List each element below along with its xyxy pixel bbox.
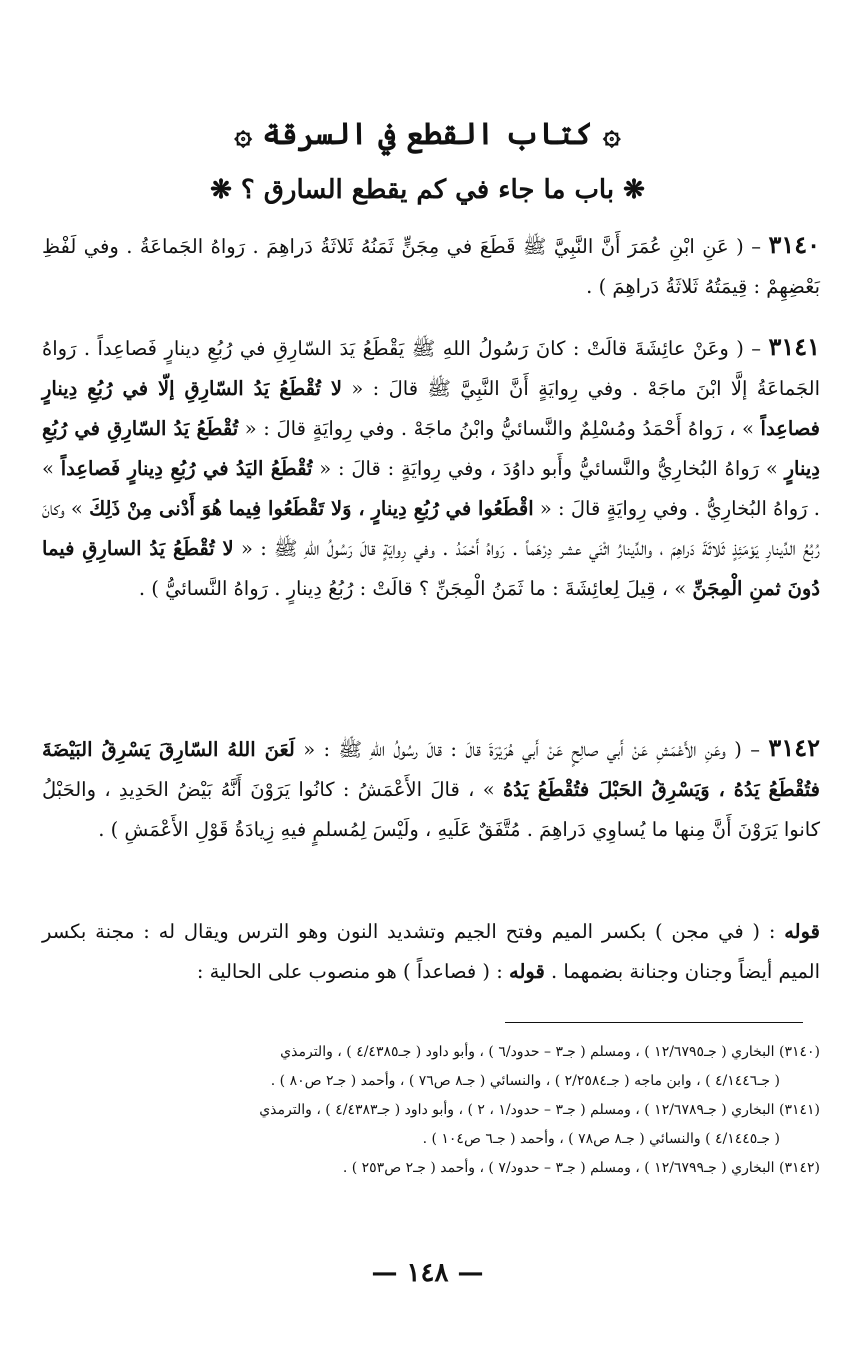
- hadith-number: ٣١٤٠: [768, 230, 820, 259]
- footnote-line: (٣١٤٠) البخاري ( جـ١٢/٦٧٩٥ ) ، ومسلم ( جـ٣ – حدود/٦ ) ، وأبو داود ( جـ٤/٤٣٨٥ ) ، والترمذي: [280, 1044, 820, 1060]
- prophetic-saying: لَعَنَ اللهُ السّارِقَ يَسْرِقُ البَيْضَةَ فتُقْطَعُ يَدُهُ ، وَيَسْرِقُ الحَبْلَ فتُقْطَعُ يَدُهُ: [42, 738, 821, 801]
- prophetic-saying: لا تُقْطَعُ يَدُ السّارِقِ إلّا في رُبُعِ دِينارٍ فصاعِداً: [42, 377, 820, 440]
- hadith-3140: [42, 225, 820, 307]
- prophetic-saying: اقْطَعُوا في رُبُعِ دِينارٍ ، وَلا تَقْطَعُوا فِيما هُوَ أَدْنى مِنْ ذَلِكَ: [89, 497, 534, 520]
- prophetic-saying: تُقْطَعُ يَدُ السّارِقِ في رُبُعِ دِينارٍ: [42, 417, 820, 480]
- prophetic-saying: لا تُقْطَعُ يَدُ السارِقِ فيما دُونَ ثمنِ الْمِجَنِّ: [42, 537, 820, 600]
- hadith-text: » ، قالَ الأَعْمَشُ : كانُوا يَرَوْنَ أَنَّهُ بَيْضُ الحَدِيدِ ، والحَبْلُ كانوا يَرَوْنَ أَنَّ مِنها ما يُساوِي دَراهِمَ . مُتَّفَقٌ عَلَيهِ ، ولَيْسَ لِمُسلمٍ فيهِ زِيادَةُ قَوْلِ الأَعْمَشِ ) .: [42, 778, 820, 841]
- hadith-3142: [42, 728, 820, 850]
- commentary-text: : ( فصاعداً ) هو منصوب على الحالية :: [196, 960, 509, 983]
- hadith-text: » رَواهُ البُخارِيُّ والنَّسائيُّ وأَبو داوُدَ ، وفي رِوايَةٍ : قالَ : «: [312, 457, 785, 480]
- footnote-divider: [505, 1022, 803, 1023]
- hadith-text: – ( وعَنْ عائِشَةَ قالَتْ : كانَ رَسُولُ اللهِ ﷺ يَقْطَعُ يَدَ السّارِقِ في رُبُعِ دينارٍ فَصاعِداً . رَواهُ الجَماعَةُ إلَّا ابْنَ ماجَهْ . وفي رِوايَةٍ أَنَّ النَّبِيَّ ﷺ قالَ : «: [42, 337, 820, 400]
- hadith-text: » ، قِيلَ لِعائِشَةَ : ما ثَمَنُ الْمِجَنِّ ؟ قالَتْ : رُبُعُ دِينارٍ . رَواهُ النَّسائيُّ ) .: [138, 577, 693, 600]
- commentary: [42, 912, 820, 992]
- commentary-text: : ( في مجن ) بكسر الميم وفتح الجيم وتشديد النون وهو الترس ويقال له : مجنة بكسر الميم أيضاً وجنان وجنانة بضمهما .: [42, 920, 820, 983]
- hadith-text: – ( عَنِ ابْنِ عُمَرَ أَنَّ النَّبِيَّ ﷺ قَطَعَ في مِجَنٍّ ثَمَنُهُ ثَلاثَةُ دَراهِمَ . رَواهُ الجَماعَةُ . وفي لَفْظِ بَعْضِهِمْ : قِيمَتُهُ ثَلاثَةُ دَراهِمَ ) .: [42, 235, 820, 298]
- hadith-text: – ( وعَنِ الأَعْمَشِ عَنْ أَبي صالِحٍ عَنْ أَبي هُرَيْرَةَ قالَ : قالَ رسُولُ اللهِ ﷺ : «: [294, 738, 769, 761]
- hadith-text: » وكانَ رُبُعُ الدِّينارِ يَوْمَئِذٍ ثَلاثَةَ دَراهِمَ ، والدِّينارُ اثْنَي عشر دِرْهَماً . رَواهُ أَحْمَدُ . وفي رِوايَةٍ قالَ رَسُولُ اللهِ ﷺ : «: [42, 497, 821, 560]
- footnotes: [42, 1038, 820, 1183]
- commentary-label: قوله: [784, 920, 820, 943]
- footnote-line: ( جـ٤/١٤٤٦ ) ، وابن ماجه ( جـ٢/٢٥٨٤ ) ، والنسائي ( جـ٨ ص٧٦ ) ، وأحمد ( جـ٢ ص٨٠ ) .: [270, 1073, 780, 1089]
- footnote-line: (٣١٤١) البخاري ( جـ١٢/٦٧٨٩ ) ، ومسلم ( جـ٣ – حدود/١ ، ٢ ) ، وأبو داود ( جـ٤/٤٣٨٣ ) ، والترمذي: [259, 1102, 820, 1118]
- chapter-title: ۞ كتاب القطع في السرقة ۞: [234, 117, 621, 152]
- page-number: — ١٤٨ —: [371, 1258, 484, 1288]
- hadith-text: » . رَواهُ البُخارِيُّ . وفي رِوايَةٍ قالَ : «: [42, 457, 821, 520]
- hadith-text: » ، رَواهُ أَحْمَدُ ومُسْلِمٌ والنَّسائيُّ وابْنُ ماجَهْ . وفي رِوايَةٍ قالَ : «: [238, 417, 761, 440]
- hadith-number: ٣١٤١: [768, 332, 820, 361]
- footnote-line: (٣١٤٢) البخاري ( جـ١٢/٦٧٩٩ ) ، ومسلم ( جـ٣ – حدود/٧ ) ، وأحمد ( جـ٢ ص٢٥٣ ) .: [342, 1160, 820, 1176]
- commentary-label: قوله: [509, 960, 545, 983]
- footnote-line: ( جـ٤/١٤٤٥ ) والنسائي ( جـ٨ ص٧٨ ) ، وأحمد ( جـ٦ ص١٠٤ ) .: [422, 1131, 780, 1147]
- section-title: ❋ باب ما جاء في كم يقطع السارق ؟ ❋: [210, 175, 645, 205]
- prophetic-saying: تُقْطَعُ اليَدُ في رُبُعِ دِينارٍ فَصاعِداً: [60, 457, 313, 480]
- hadith-3141: [42, 327, 820, 609]
- hadith-number: ٣١٤٢: [768, 733, 820, 762]
